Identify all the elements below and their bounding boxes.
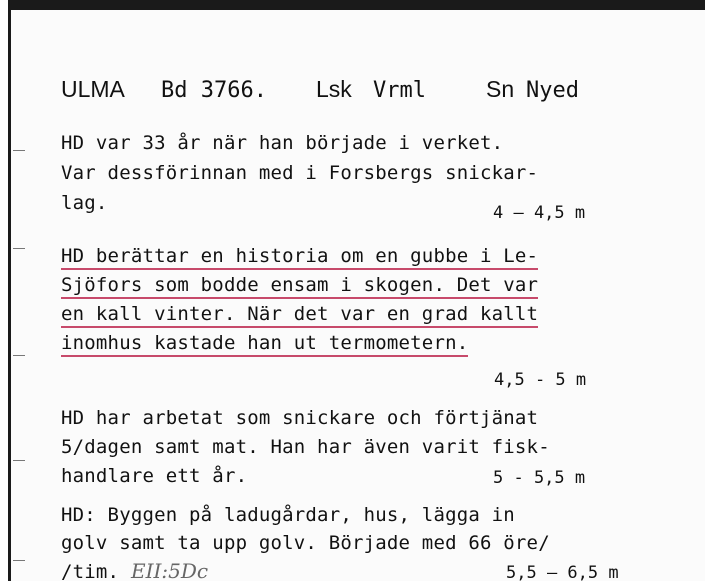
entry-text-line: HD har arbetat som snickare och förtjänat bbox=[61, 407, 539, 429]
margin-tick bbox=[13, 248, 25, 249]
entry-text-line: Var dessförinnan med i Forsbergs snickar- bbox=[61, 162, 539, 184]
entry-text-line: en kall vinter. När det var en grad kallt bbox=[61, 303, 538, 328]
entry-text-line: lag. bbox=[61, 192, 108, 214]
entry-text-line: handlare ett år. bbox=[61, 465, 248, 487]
entry-text-line: HD var 33 år när han började i verket. bbox=[61, 132, 504, 154]
margin-tick bbox=[13, 460, 25, 461]
entry-text-line: HD berättar en historia om en gubbe i Le- bbox=[61, 245, 538, 270]
margin-tick bbox=[13, 560, 25, 561]
time-range: 5,5 – 6,5 m bbox=[506, 563, 619, 583]
entry-text-line: inomhus kastade han ut termometern. bbox=[61, 332, 468, 357]
margin-tick bbox=[13, 355, 25, 356]
entry-text-line: golv samt ta upp golv. Började med 66 öre/ bbox=[61, 532, 550, 554]
entry-text-line: 5/dagen samt mat. Han har även varit fisk- bbox=[61, 436, 550, 458]
district-value: Vrml bbox=[373, 78, 426, 103]
time-range: 4 – 4,5 m bbox=[493, 203, 586, 223]
margin-tick bbox=[13, 150, 25, 151]
volume-number: Bd 3766. bbox=[161, 78, 267, 103]
time-range: 4,5 - 5 m bbox=[494, 370, 587, 390]
entry-text-line: Sjöfors som bodde ensam i skogen. Det var bbox=[61, 274, 538, 299]
entry-text-line: HD: Byggen på ladugårdar, hus, lägga in bbox=[61, 504, 515, 526]
archive-label: ULMA bbox=[61, 76, 125, 102]
entry-text-line: /tim. bbox=[61, 561, 120, 583]
time-range: 5 - 5,5 m bbox=[493, 468, 586, 488]
district-label: Lsk bbox=[316, 76, 352, 102]
handwritten-shelfmark: EII:5Dc bbox=[131, 559, 209, 583]
parish-value: Nyed bbox=[526, 78, 579, 103]
parish-label: Sn bbox=[486, 76, 515, 102]
index-card bbox=[8, 0, 705, 581]
